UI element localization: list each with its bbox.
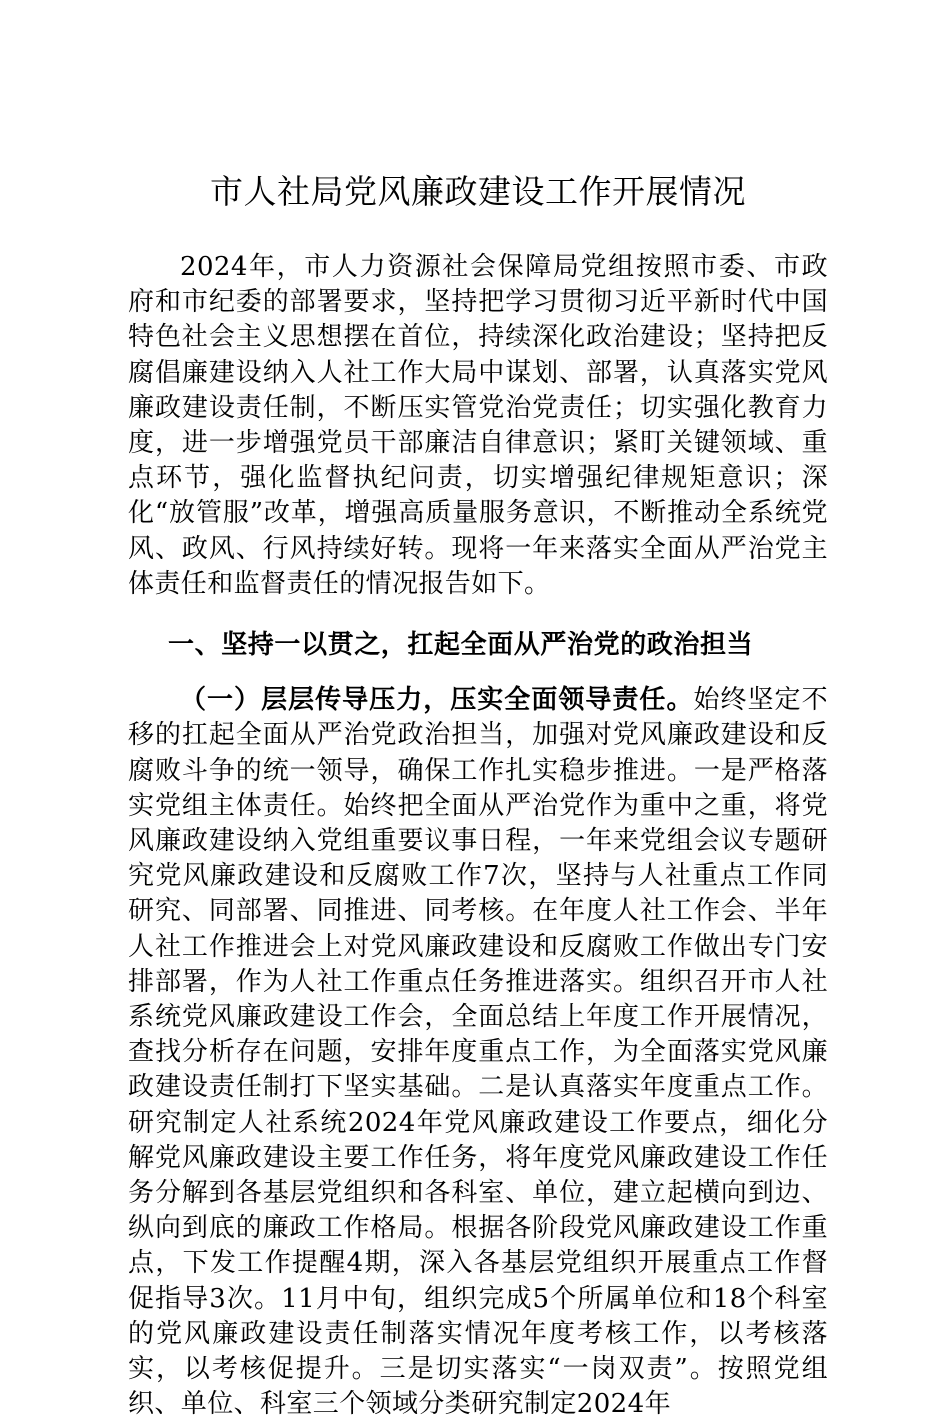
subsection-body-1: 始终坚定不移的扛起全面从严治党政治担当，加强对党风廉政建设和反腐败斗争的统一领导，确保工作扎实稳步推进。一是严格落实党组主体责任。始终把全面从严治党作为重中之重，将党风廉政建设纳入党组重要议事日程，一年来党组会议专题研究党风廉政建设和反腐败工作7次，坚持与人社重点工作同研究、同部署、同推进、同考核。在年度人社工作会、半年人社工作推进会上对党风廉政建设和反腐败工作做出专门安排部署，作为人社工作重点任务推进落实。组织召开市人社系统党风廉政建设工作会，全面总结上年度工作开展情况，查找分析存在问题，安排年度重点工作，为全面落实党风廉政建设责任制打下坚实基础。二是认真落实年度重点工作。研究制定人社系统2024年党风廉政建设工作要点，细化分解党风廉政建设主要工作任务，将年度党风廉政建设工作任务分解到各基层党组织和各科室、单位，建立起横向到边、纵向到底的廉政工作格局。根据各阶段党风廉政建设工作重点，下发工作提醒4期，深入各基层党组织开展重点工作督促指导3次。11月中旬，组织完成5个所属单位和18个科室的党风廉政建设责任制落实情况年度考核工作，以考核落实，以考核促提升。三是切实落实“一岗双责”。按照党组织、单位、科室三个领域分类研究制定2024年 xyxy=(128,685,828,1420)
intro-paragraph: 2024年，市人力资源社会保障局党组按照市委、市政府和市纪委的部署要求，坚持把学习贯彻习近平新时代中国特色社会主义思想摆在首位，持续深化政治建设；坚持把反腐倡廉建设纳入人社工作大局中谋划、部署，认真落实党风廉政建设责任制，不断压实管党治党责任；切实强化教育力度，进一步增强党员干部廉洁自律意识；紧盯关键领域、重点环节，强化监督执纪问责，切实增强纪律规矩意识；深化“放管服”改革，增强高质量服务意识，不断推动全系统党风、政风、行风持续好转。现将一年来落实全面从严治党主体责任和监督责任的情况报告如下。 xyxy=(128,252,828,599)
document-page xyxy=(128,168,828,1423)
subsection-paragraph-1 xyxy=(128,683,828,1422)
section-heading-1: 一、坚持一以贯之，扛起全面从严治党的政治担当 xyxy=(168,630,754,661)
document-title: 市人社局党风廉政建设工作开展情况 xyxy=(210,172,746,211)
subsection-lead-1: （一）层层传导压力，压实全面领导责任。 xyxy=(180,685,694,716)
